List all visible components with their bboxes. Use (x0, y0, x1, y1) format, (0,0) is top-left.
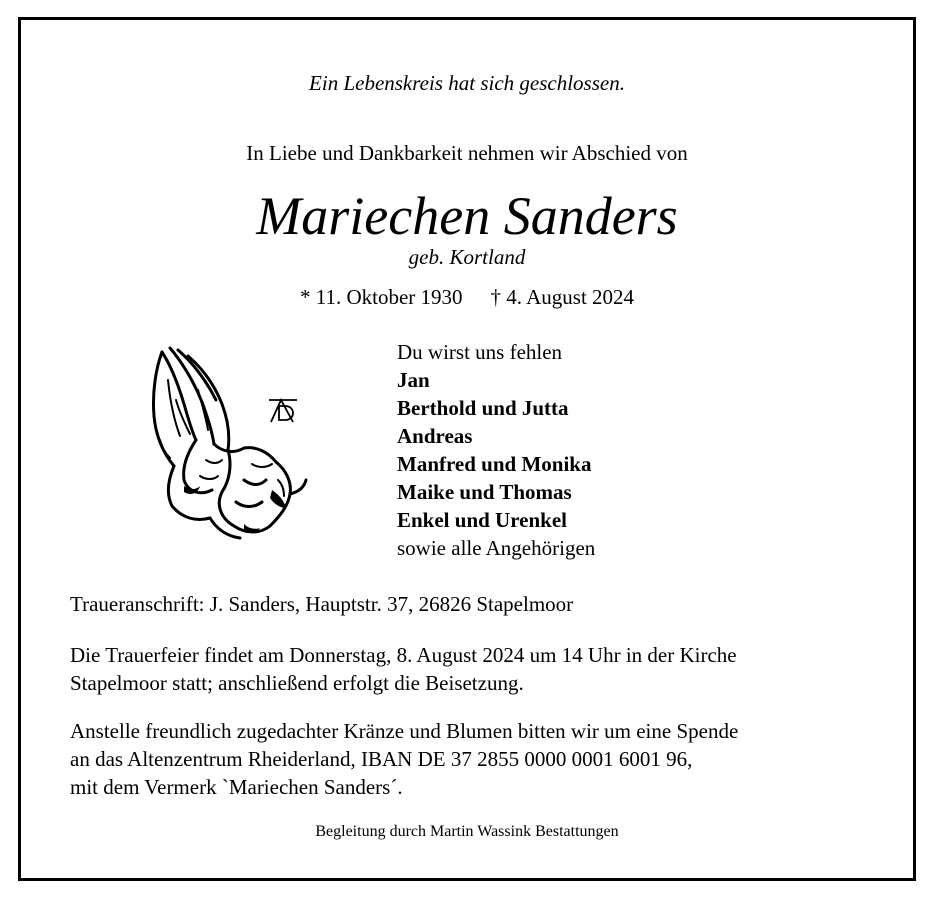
deceased-name: Mariechen Sanders (256, 186, 678, 246)
mourner-name: Berthold und Jutta (397, 396, 569, 420)
intro-line: In Liebe und Dankbarkeit nehmen wir Abschied von (246, 141, 688, 165)
service-line: Stapelmoor statt; anschließend erfolgt die Beisetzung. (70, 671, 524, 695)
mourners-list (397, 338, 595, 562)
mourning-address: Traueranschrift: J. Sanders, Hauptstr. 37, 26826 Stapelmoor (70, 592, 574, 616)
durer-monogram-icon (269, 398, 299, 424)
mourner-name: Maike und Thomas (397, 480, 572, 504)
donation-line: mit dem Vermerk `Mariechen Sanders´. (70, 775, 403, 799)
motto: Ein Lebenskreis hat sich geschlossen. (309, 71, 625, 95)
funeral-home-credit: Begleitung durch Martin Wassink Bestattungen (315, 823, 619, 840)
donation-request (70, 717, 738, 801)
mourners-opening: Du wirst uns fehlen (397, 340, 563, 364)
mourners-closing: sowie alle Angehörigen (397, 536, 596, 560)
donation-line: an das Altenzentrum Rheiderland, IBAN DE 37 2855 0000 0001 6001 96, (70, 747, 693, 771)
funeral-service-text (70, 641, 737, 697)
mourner-name: Andreas (397, 424, 473, 448)
birth-date: * 11. Oktober 1930 (299, 285, 463, 309)
service-line: Die Trauerfeier findet am Donnerstag, 8. August 2024 um 14 Uhr in der Kirche (70, 643, 737, 667)
death-date: † 4. August 2024 (490, 285, 635, 309)
mourner-name: Enkel und Urenkel (397, 508, 567, 532)
mourner-name: Jan (397, 368, 430, 392)
praying-hands-icon (148, 340, 308, 540)
maiden-name: geb. Kortland (408, 245, 526, 269)
life-dates (0, 285, 934, 310)
donation-line: Anstelle freundlich zugedachter Kränze und Blumen bitten wir um eine Spende (70, 719, 739, 743)
mourner-name: Manfred und Monika (397, 452, 592, 476)
